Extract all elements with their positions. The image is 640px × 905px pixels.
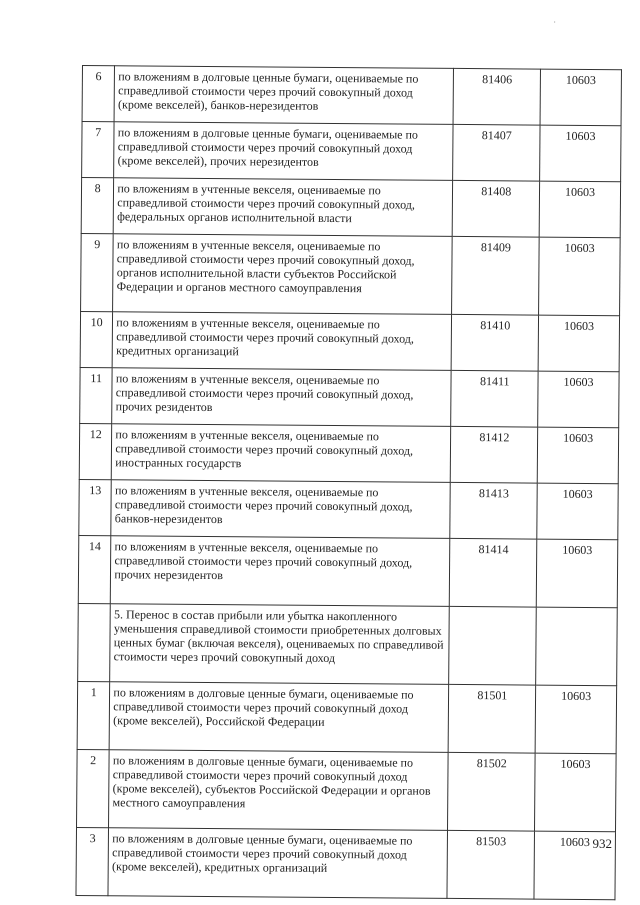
- balance-account: 10603: [535, 685, 616, 754]
- account-number: 81410: [452, 314, 539, 371]
- row-number: 7: [82, 122, 115, 178]
- row-description: по вложениям в учтенные векселя, оцениваемые по справедливой стоимости через прочий совокупный доход, органов исполнительной власти субъектов Российской Федерации и органов местного самоуправления: [113, 234, 453, 315]
- balance-account: [536, 607, 618, 686]
- account-number: 81406: [454, 68, 541, 125]
- balance-account: 10603: [538, 371, 619, 428]
- account-number: [449, 606, 536, 685]
- table-row: [78, 535, 618, 607]
- accounts-table: [75, 65, 622, 900]
- row-description: по вложениям в учтенные векселя, оцениваемые по справедливой стоимости через прочий совокупный доход, прочих нерезидентов: [111, 536, 451, 607]
- row-description: по вложениям в учтенные векселя, оцениваемые по справедливой стоимости через прочий совокупный доход, федеральных органов исполнительной власти: [114, 178, 454, 237]
- row-number: 9: [81, 233, 114, 311]
- account-number: 81502: [448, 752, 535, 831]
- table-row: [77, 749, 617, 831]
- section-heading-row: [78, 603, 618, 685]
- row-description: по вложениям в долговые ценные бумаги, оцениваемые по справедливой стоимости через прочий совокупный доход (кроме векселей), прочих нерезидентов: [114, 122, 454, 181]
- account-number: 81412: [451, 426, 538, 483]
- balance-account: 10603: [540, 69, 621, 126]
- page-number: 932: [592, 836, 612, 851]
- row-description: по вложениям в учтенные векселя, оцениваемые по справедливой стоимости через прочий совокупный доход, иностранных государств: [112, 424, 452, 483]
- row-number: 10: [80, 311, 113, 367]
- row-number: 13: [79, 479, 112, 535]
- account-number: 81503: [447, 830, 534, 899]
- table-row: [82, 66, 621, 126]
- row-number: 14: [78, 535, 111, 603]
- account-number: 81407: [453, 124, 540, 181]
- row-number: 8: [81, 178, 114, 234]
- row-description: по вложениям в учтенные векселя, оцениваемые по справедливой стоимости через прочий совокупный доход, кредитных организаций: [112, 312, 452, 371]
- account-number: 81409: [452, 236, 539, 315]
- row-number: 1: [77, 681, 110, 749]
- table-row: [79, 423, 618, 483]
- account-number: 81413: [450, 482, 537, 539]
- balance-account: 10603: [535, 753, 617, 832]
- row-description: по вложениям в учтенные векселя, оцениваемые по справедливой стоимости через прочий совокупный доход, банков-нерезидентов: [111, 480, 451, 539]
- row-number: 6: [82, 66, 115, 122]
- table-row: [80, 311, 619, 371]
- table-row: [76, 827, 616, 899]
- row-description: по вложениям в долговые ценные бумаги, оцениваемые по справедливой стоимости через прочий совокупный доход (кроме векселей), банков-нерезидентов: [114, 66, 454, 125]
- account-number: 81414: [450, 538, 537, 607]
- scan-mark: ·: [553, 18, 556, 27]
- balance-account: 10603: [536, 539, 617, 608]
- balance-account: 10603: [538, 315, 619, 372]
- account-number: 81411: [451, 370, 538, 427]
- table-row: [81, 233, 621, 315]
- row-number: 2: [77, 749, 110, 827]
- balance-account: 10603: [539, 181, 620, 238]
- row-description: по вложениям в долговые ценные бумаги, оцениваемые по справедливой стоимости через прочий совокупный доход (кроме векселей), кредитных организаций: [108, 828, 448, 899]
- balance-account: 10603: [539, 237, 621, 316]
- table-row: [80, 367, 619, 427]
- row-description: по вложениям в учтенные векселя, оцениваемые по справедливой стоимости через прочий совокупный доход, прочих резидентов: [112, 368, 452, 427]
- row-number: 11: [80, 367, 113, 423]
- row-description: по вложениям в долговые ценные бумаги, оцениваемые по справедливой стоимости через прочий совокупный доход (кроме векселей), Российской Федерации: [109, 682, 449, 753]
- account-number: 81408: [453, 180, 540, 237]
- balance-account: 10603: [537, 483, 618, 540]
- table-row: [81, 178, 620, 238]
- account-number: 81501: [449, 684, 536, 753]
- row-number: [78, 603, 111, 681]
- row-number: 12: [79, 423, 112, 479]
- row-description: по вложениям в долговые ценные бумаги, оцениваемые по справедливой стоимости через прочий совокупный доход (кроме векселей), субъектов Российской Федерации и органов местного самоуправления: [109, 750, 449, 831]
- balance-account: 10603: [540, 125, 621, 182]
- section-heading: 5. Перенос в состав прибыли или убытка накопленного уменьшения справедливой стоимости приобретенных долговых ценных бумаг (включая векселя), оцениваемых по справедливой стоимости через прочий совокупный доход: [110, 604, 450, 685]
- table-row: [79, 479, 618, 539]
- table-row: [82, 122, 621, 182]
- row-number: 3: [76, 827, 109, 895]
- balance-account: 10603: [534, 831, 615, 900]
- table-row: [77, 681, 617, 753]
- balance-account: 10603: [537, 427, 618, 484]
